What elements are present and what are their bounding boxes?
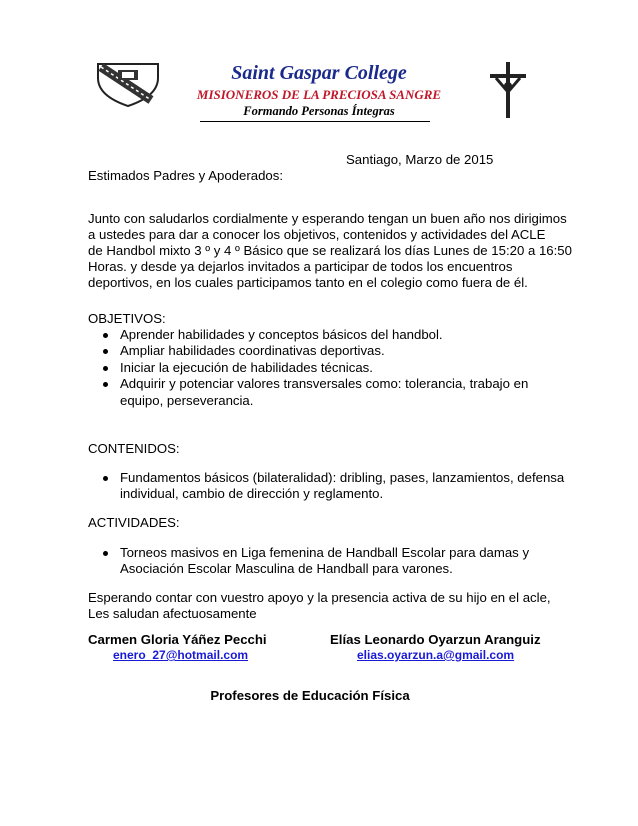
- closing-line: Les saludan afectuosamente: [88, 606, 257, 621]
- cross-emblem-icon: [488, 62, 528, 118]
- letter-date: Santiago, Marzo de 2015: [346, 152, 494, 167]
- intro-line: Horas. y desde ya dejarlos invitados a participar de todos los encuentros: [88, 259, 513, 274]
- school-name: Saint Gaspar College: [231, 62, 407, 84]
- list-item: Torneos masivos en Liga femenina de Handball Escolar para damas y Asociación Escolar Masculina de Handball para varones.: [88, 545, 529, 578]
- intro-line: de Handbol mixto 3 º y 4 º Básico que se realizará los días Lunes de 15:20 a 16:50: [88, 243, 572, 258]
- intro-line: a ustedes para dar a conocer los objetivos, contenidos y actividades del ACLE: [88, 227, 546, 242]
- list-item: Iniciar la ejecución de habilidades técnicas.: [88, 360, 528, 376]
- list-item: Ampliar habilidades coordinativas deportivas.: [88, 343, 528, 359]
- contents-list: [88, 470, 564, 503]
- bullet-icon: [103, 382, 108, 387]
- list-item: Aprender habilidades y conceptos básicos del handbol.: [88, 327, 528, 343]
- activities-list: [88, 545, 529, 578]
- intro-line: Junto con saludarlos cordialmente y esperando tengan un buen año nos dirigimos: [88, 211, 567, 226]
- signature-email-link-2[interactable]: elias.oyarzun.a@gmail.com: [357, 648, 515, 662]
- bullet-icon: [103, 476, 108, 481]
- contents-heading: CONTENIDOS:: [88, 441, 180, 456]
- closing-line: Esperando contar con vuestro apoyo y la presencia activa de su hijo en el acle,: [88, 590, 551, 605]
- signature-name-2: Elías Leonardo Oyarzun Aranguiz: [330, 632, 541, 647]
- list-item: Fundamentos básicos (bilateralidad): dribling, pases, lanzamientos, defensa individual, cambio de dirección y reglamento.: [88, 470, 564, 503]
- activities-heading: ACTIVIDADES:: [88, 515, 180, 530]
- letter-salutation: Estimados Padres y Apoderados:: [88, 168, 283, 183]
- signature-name-1: Carmen Gloria Yáñez Pecchi: [88, 632, 267, 647]
- school-motto: Formando Personas Íntegras: [243, 104, 395, 118]
- bullet-icon: [103, 349, 108, 354]
- objectives-heading: OBJETIVOS:: [88, 311, 166, 326]
- objectives-list: [88, 327, 528, 409]
- signature-role: Profesores de Educación Física: [210, 688, 410, 703]
- school-subtitle: MISIONEROS DE LA PRECIOSA SANGRE: [196, 87, 442, 102]
- bullet-icon: [103, 333, 108, 338]
- signature-email-link-1[interactable]: enero_27@hotmail.com: [113, 648, 249, 662]
- bullet-icon: [103, 366, 108, 371]
- list-item: Adquirir y potenciar valores transversales como: tolerancia, trabajo en equipo, perseverancia.: [88, 376, 528, 409]
- intro-line: deportivos, en los cuales participamos tanto en el colegio como fuera de él.: [88, 275, 528, 290]
- bullet-icon: [103, 551, 108, 556]
- header-divider: [200, 121, 430, 122]
